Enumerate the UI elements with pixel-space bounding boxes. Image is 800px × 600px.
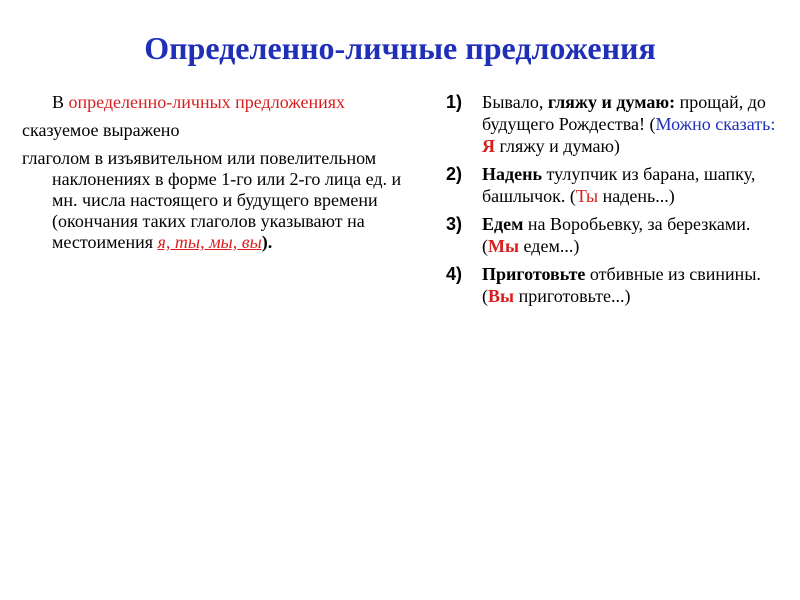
definition-end: ). bbox=[261, 232, 273, 252]
example-verb: Едем bbox=[482, 214, 524, 234]
examples-block bbox=[446, 91, 776, 313]
example-text: прощай, до будущего Рождества! ( bbox=[482, 92, 766, 134]
example-text: Бывало, bbox=[482, 92, 548, 112]
example-text: тулупчик из барана, шапку, башлычок. ( bbox=[482, 164, 756, 206]
example-number: 2) bbox=[446, 164, 463, 184]
example-note: Можно сказать: bbox=[655, 114, 776, 134]
example-item-4 bbox=[446, 263, 776, 307]
example-verb: гляжу и думаю: bbox=[547, 92, 676, 112]
example-verb: Приготовьте bbox=[482, 264, 586, 284]
example-text: отбивные из свинины. ( bbox=[482, 264, 761, 306]
slide-title: Определенно-личные предложения bbox=[144, 30, 656, 66]
definition-line-verb bbox=[22, 148, 414, 253]
example-pronoun: Я bbox=[482, 136, 495, 156]
definition-verb-text: глаголом в изъявительном или повелительном наклонениях в форме 1-го или 2-го лица ед. и мн. числа настоящего и будущего времени (окончания таких глаголов указывают на местоимения bbox=[22, 148, 402, 252]
example-item-2 bbox=[446, 163, 776, 207]
example-number: 4) bbox=[446, 264, 463, 284]
intro-plain: В bbox=[52, 92, 69, 112]
pronoun-list: я, ты, мы, вы bbox=[157, 232, 262, 252]
example-item-1 bbox=[446, 91, 776, 157]
example-text: приготовьте...) bbox=[514, 286, 631, 306]
example-text: на Воробьевку, за березками. ( bbox=[482, 214, 751, 256]
example-pronoun: Мы bbox=[488, 236, 520, 256]
example-number: 1) bbox=[446, 92, 463, 112]
example-text: едем...) bbox=[519, 236, 580, 256]
example-pronoun: Ты bbox=[575, 186, 599, 206]
definition-line-predicate: сказуемое выражено bbox=[22, 120, 180, 140]
examples-list bbox=[446, 91, 776, 307]
definition-intro bbox=[22, 92, 414, 113]
example-text: гляжу и думаю) bbox=[495, 136, 620, 156]
example-number: 3) bbox=[446, 214, 463, 234]
example-item-3 bbox=[446, 213, 776, 257]
example-text: надень...) bbox=[598, 186, 675, 206]
example-pronoun: Вы bbox=[488, 286, 515, 306]
example-verb: Надень bbox=[482, 164, 542, 184]
intro-term: определенно-личных предложениях bbox=[68, 92, 345, 112]
definition-block bbox=[22, 92, 414, 260]
